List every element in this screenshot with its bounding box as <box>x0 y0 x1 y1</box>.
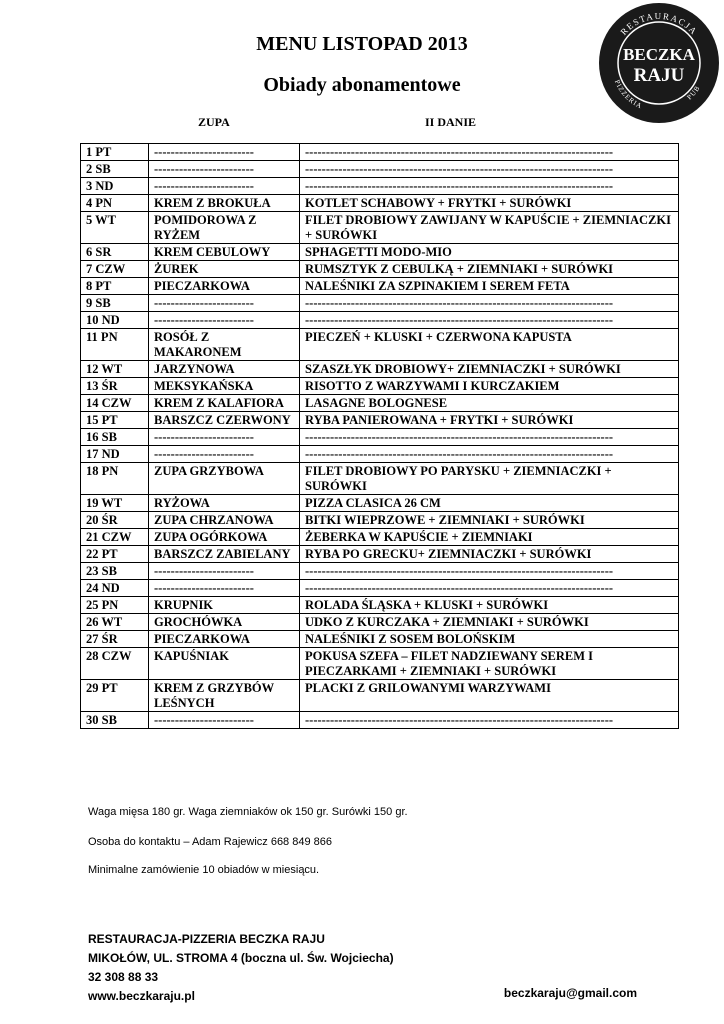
menu-table <box>80 143 679 729</box>
menu-day-cell: 17 ND <box>81 446 149 463</box>
menu-row <box>81 446 679 463</box>
menu-row <box>81 580 679 597</box>
menu-day-cell: 22 PT <box>81 546 149 563</box>
footer-address: MIKOŁÓW, UL. STROMA 4 (boczna ul. Św. Wojciecha) <box>88 951 394 965</box>
menu-soup-cell: ------------------------ <box>149 312 300 329</box>
menu-row <box>81 161 679 178</box>
menu-main-course-cell: UDKO Z KURCZAKA + ZIEMNIAKI + SURÓWKI <box>300 614 679 631</box>
menu-soup-cell: ZUPA CHRZANOWA <box>149 512 300 529</box>
menu-soup-cell: ------------------------ <box>149 144 300 161</box>
menu-soup-cell: ------------------------ <box>149 161 300 178</box>
menu-main-course-cell: -------------------------------------------------------------------------- <box>300 312 679 329</box>
menu-main-course-cell: RYBA PANIEROWANA + FRYTKI + SURÓWKI <box>300 412 679 429</box>
menu-row <box>81 312 679 329</box>
menu-row <box>81 329 679 361</box>
logo-line2: RAJU <box>633 65 685 86</box>
contact-note: Osoba do kontaktu – Adam Rajewicz 668 849 866 <box>88 836 332 848</box>
column-header-main-course: II DANIE <box>425 115 477 129</box>
menu-row <box>81 563 679 580</box>
menu-day-cell: 26 WT <box>81 614 149 631</box>
menu-soup-cell: ------------------------ <box>149 563 300 580</box>
page-title: MENU LISTOPAD 2013 <box>256 33 468 55</box>
menu-main-course-cell: FILET DROBIOWY PO PARYSKU + ZIEMNIACZKI + SURÓWKI <box>300 463 679 495</box>
menu-day-cell: 24 ND <box>81 580 149 597</box>
menu-soup-cell: ------------------------ <box>149 429 300 446</box>
menu-soup-cell: ZUPA OGÓRKOWA <box>149 529 300 546</box>
menu-soup-cell: ------------------------ <box>149 295 300 312</box>
menu-day-cell: 30 SB <box>81 712 149 729</box>
menu-soup-cell: KREM CEBULOWY <box>149 244 300 261</box>
menu-main-course-cell: -------------------------------------------------------------------------- <box>300 563 679 580</box>
menu-main-course-cell: RUMSZTYK Z CEBULKĄ + ZIEMNIAKI + SURÓWKI <box>300 261 679 278</box>
menu-main-course-cell: NALEŚNIKI Z SOSEM BOLOŃSKIM <box>300 631 679 648</box>
menu-main-course-cell: NALEŚNIKI ZA SZPINAKIEM I SEREM FETA <box>300 278 679 295</box>
menu-main-course-cell: -------------------------------------------------------------------------- <box>300 161 679 178</box>
menu-soup-cell: BARSZCZ ZABIELANY <box>149 546 300 563</box>
menu-soup-cell: KREM Z GRZYBÓW LEŚNYCH <box>149 680 300 712</box>
menu-day-cell: 6 SR <box>81 244 149 261</box>
menu-row <box>81 597 679 614</box>
menu-row <box>81 278 679 295</box>
menu-row <box>81 512 679 529</box>
menu-soup-cell: RYŻOWA <box>149 495 300 512</box>
menu-row <box>81 529 679 546</box>
menu-day-cell: 23 SB <box>81 563 149 580</box>
menu-day-cell: 7 CZW <box>81 261 149 278</box>
menu-row <box>81 680 679 712</box>
menu-main-course-cell: -------------------------------------------------------------------------- <box>300 429 679 446</box>
menu-row <box>81 261 679 278</box>
menu-day-cell: 14 CZW <box>81 395 149 412</box>
menu-main-course-cell: -------------------------------------------------------------------------- <box>300 295 679 312</box>
menu-main-course-cell: KOTLET SCHABOWY + FRYTKI + SURÓWKI <box>300 195 679 212</box>
menu-main-course-cell: LASAGNE BOLOGNESE <box>300 395 679 412</box>
footer-block <box>88 930 394 1006</box>
menu-main-course-cell: -------------------------------------------------------------------------- <box>300 580 679 597</box>
beczka-raju-logo <box>598 2 720 124</box>
footer-phone: 32 308 88 33 <box>88 970 159 984</box>
page-subtitle: Obiady abonamentowe <box>263 74 461 96</box>
menu-row <box>81 712 679 729</box>
menu-soup-cell: PIECZARKOWA <box>149 278 300 295</box>
menu-soup-cell: ------------------------ <box>149 580 300 597</box>
menu-main-course-cell: ROLADA ŚLĄSKA + KLUSKI + SURÓWKI <box>300 597 679 614</box>
menu-row <box>81 614 679 631</box>
menu-main-course-cell: ŻEBERKA W KAPUŚCIE + ZIEMNIAKI <box>300 529 679 546</box>
menu-soup-cell: JARZYNOWA <box>149 361 300 378</box>
menu-day-cell: 20 ŚR <box>81 512 149 529</box>
menu-day-cell: 1 PT <box>81 144 149 161</box>
menu-soup-cell: ROSÓŁ Z MAKARONEM <box>149 329 300 361</box>
menu-row <box>81 295 679 312</box>
menu-day-cell: 3 ND <box>81 178 149 195</box>
weights-note: Waga mięsa 180 gr. Waga ziemniaków ok 150 gr. Surówki 150 gr. <box>88 806 408 818</box>
menu-day-cell: 11 PN <box>81 329 149 361</box>
menu-soup-cell: KREM Z KALAFIORA <box>149 395 300 412</box>
menu-main-course-cell: -------------------------------------------------------------------------- <box>300 144 679 161</box>
logo-top-text: RESTAURACJA <box>618 10 700 38</box>
menu-day-cell: 16 SB <box>81 429 149 446</box>
menu-day-cell: 5 WT <box>81 212 149 244</box>
menu-day-cell: 27 ŚR <box>81 631 149 648</box>
menu-row <box>81 495 679 512</box>
footer-restaurant-name: RESTAURACJA-PIZZERIA BECZKA RAJU <box>88 932 325 946</box>
logo-line1: BECZKA <box>623 45 695 64</box>
menu-main-course-cell: -------------------------------------------------------------------------- <box>300 446 679 463</box>
menu-main-course-cell: -------------------------------------------------------------------------- <box>300 178 679 195</box>
menu-main-course-cell: BITKI WIEPRZOWE + ZIEMNIAKI + SURÓWKI <box>300 512 679 529</box>
menu-main-course-cell: POKUSA SZEFA – FILET NADZIEWANY SEREM I PIECZARKAMI + ZIEMNIAKI + SURÓWKI <box>300 648 679 680</box>
menu-soup-cell: MEKSYKAŃSKA <box>149 378 300 395</box>
menu-soup-cell: KRUPNIK <box>149 597 300 614</box>
menu-soup-cell: ŻUREK <box>149 261 300 278</box>
menu-main-course-cell: SPHAGETTI MODO-MIO <box>300 244 679 261</box>
menu-day-cell: 13 ŚR <box>81 378 149 395</box>
menu-table-body <box>81 144 679 729</box>
column-header-soup: ZUPA <box>198 115 230 129</box>
menu-row <box>81 378 679 395</box>
menu-main-course-cell: RISOTTO Z WARZYWAMI I KURCZAKIEM <box>300 378 679 395</box>
menu-soup-cell: KAPUŚNIAK <box>149 648 300 680</box>
menu-soup-cell: ------------------------ <box>149 178 300 195</box>
menu-day-cell: 8 PT <box>81 278 149 295</box>
menu-soup-cell: GROCHÓWKA <box>149 614 300 631</box>
menu-row <box>81 178 679 195</box>
menu-main-course-cell: PLACKI Z GRILOWANYMI WARZYWAMI <box>300 680 679 712</box>
menu-row <box>81 429 679 446</box>
menu-main-course-cell: RYBA PO GRECKU+ ZIEMNIACZKI + SURÓWKI <box>300 546 679 563</box>
menu-day-cell: 19 WT <box>81 495 149 512</box>
menu-soup-cell: ------------------------ <box>149 446 300 463</box>
menu-row <box>81 144 679 161</box>
menu-row <box>81 631 679 648</box>
menu-main-course-cell: PIECZEŃ + KLUSKI + CZERWONA KAPUSTA <box>300 329 679 361</box>
menu-row <box>81 463 679 495</box>
menu-row <box>81 195 679 212</box>
minimum-order-note: Minimalne zamówienie 10 obiadów w miesiącu. <box>88 864 320 876</box>
menu-row <box>81 244 679 261</box>
menu-main-course-cell: PIZZA CLASICA 26 CM <box>300 495 679 512</box>
menu-day-cell: 12 WT <box>81 361 149 378</box>
menu-row <box>81 412 679 429</box>
menu-row <box>81 361 679 378</box>
menu-main-course-cell: -------------------------------------------------------------------------- <box>300 712 679 729</box>
menu-day-cell: 21 CZW <box>81 529 149 546</box>
menu-day-cell: 28 CZW <box>81 648 149 680</box>
menu-day-cell: 15 PT <box>81 412 149 429</box>
menu-day-cell: 18 PN <box>81 463 149 495</box>
menu-day-cell: 29 PT <box>81 680 149 712</box>
logo-right-text: PUB <box>685 83 702 102</box>
menu-soup-cell: ------------------------ <box>149 712 300 729</box>
menu-row <box>81 648 679 680</box>
menu-soup-cell: BARSZCZ CZERWONY <box>149 412 300 429</box>
menu-soup-cell: PIECZARKOWA <box>149 631 300 648</box>
menu-day-cell: 10 ND <box>81 312 149 329</box>
menu-row <box>81 395 679 412</box>
logo-left-text: PIZZERIA <box>612 78 644 111</box>
footer-website-link[interactable]: www.beczkaraju.pl <box>88 989 195 1003</box>
menu-row <box>81 212 679 244</box>
menu-day-cell: 2 SB <box>81 161 149 178</box>
footer-email-link[interactable]: beczkaraju@gmail.com <box>503 986 637 1000</box>
menu-row <box>81 546 679 563</box>
menu-day-cell: 4 PN <box>81 195 149 212</box>
menu-soup-cell: KREM Z BROKUŁA <box>149 195 300 212</box>
menu-main-course-cell: FILET DROBIOWY ZAWIJANY W KAPUŚCIE + ZIEMNIACZKI + SURÓWKI <box>300 212 679 244</box>
menu-main-course-cell: SZASZŁYK DROBIOWY+ ZIEMNIACZKI + SURÓWKI <box>300 361 679 378</box>
menu-soup-cell: POMIDOROWA Z RYŻEM <box>149 212 300 244</box>
menu-day-cell: 25 PN <box>81 597 149 614</box>
menu-soup-cell: ZUPA GRZYBOWA <box>149 463 300 495</box>
menu-day-cell: 9 SB <box>81 295 149 312</box>
